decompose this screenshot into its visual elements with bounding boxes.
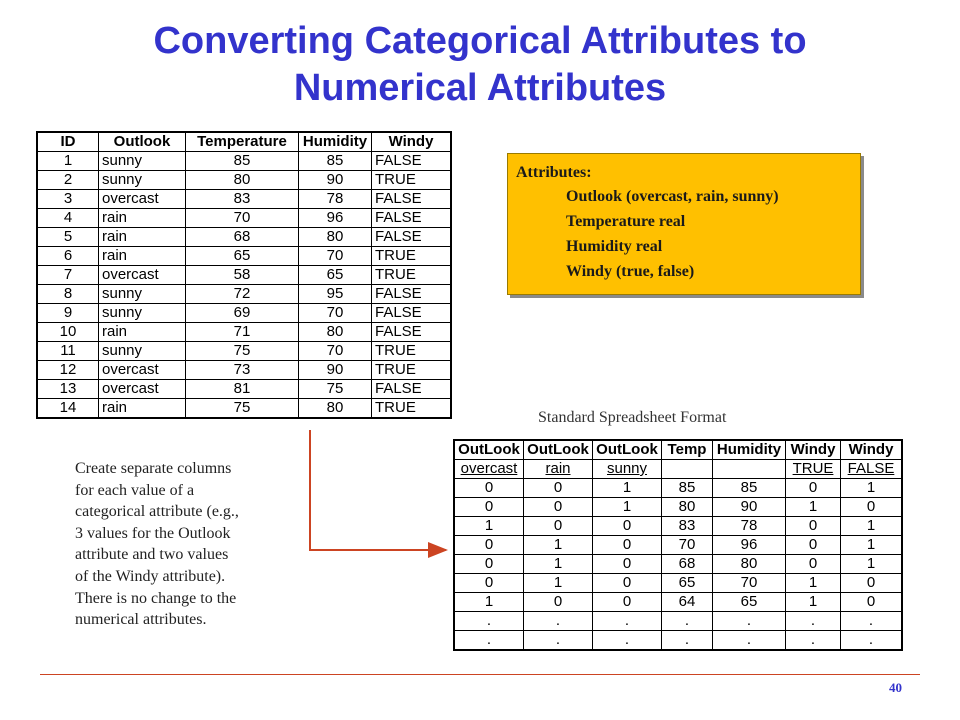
header-temp: Temp xyxy=(662,440,713,460)
table-cell: 1 xyxy=(593,479,662,498)
table-cell: FALSE xyxy=(372,228,452,247)
table-cell: 1 xyxy=(841,479,903,498)
table-cell: 65 xyxy=(662,574,713,593)
table-cell: 70 xyxy=(713,574,786,593)
arrow-connector xyxy=(310,430,446,550)
header-windy: Windy xyxy=(372,132,452,152)
attribute-line-windy: Windy (true, false) xyxy=(566,263,695,280)
value-label-text: sunny xyxy=(606,460,648,477)
table-cell: 83 xyxy=(186,190,299,209)
table-cell: 13 xyxy=(37,380,99,399)
attribute-line-outlook: Outlook (overcast, rain, sunny) xyxy=(566,188,779,205)
table-cell: 0 xyxy=(593,517,662,536)
table-cell: 70 xyxy=(186,209,299,228)
description-line: for each value of a xyxy=(75,481,195,499)
attributes-heading: Attributes: xyxy=(516,164,592,181)
table-cell: overcast xyxy=(99,380,186,399)
table-cell: 70 xyxy=(662,536,713,555)
table-cell: 68 xyxy=(186,228,299,247)
table-cell: overcast xyxy=(99,361,186,380)
table-cell: 78 xyxy=(299,190,372,209)
table-cell: TRUE xyxy=(372,266,452,285)
table-cell: TRUE xyxy=(372,361,452,380)
table-cell: 80 xyxy=(186,171,299,190)
table-cell: 1 xyxy=(786,593,841,612)
table-cell: 70 xyxy=(299,342,372,361)
table-cell: 80 xyxy=(713,555,786,574)
attribute-line-temperature: Temperature real xyxy=(566,213,686,230)
table-cell: 1 xyxy=(841,536,903,555)
value-label-text: overcast xyxy=(460,460,518,477)
table-cell: rain xyxy=(99,247,186,266)
table-cell: 0 xyxy=(524,479,593,498)
table-cell: 0 xyxy=(454,536,524,555)
table-cell: . xyxy=(524,612,593,631)
table-cell: . xyxy=(713,631,786,651)
table-cell: 80 xyxy=(662,498,713,517)
header-humidity: Humidity xyxy=(713,440,786,460)
table-cell: 0 xyxy=(593,536,662,555)
table-cell: 4 xyxy=(37,209,99,228)
table-cell: 0 xyxy=(454,555,524,574)
table-cell: . xyxy=(841,631,903,651)
table-cell: sunny xyxy=(99,342,186,361)
table-cell: 85 xyxy=(186,152,299,171)
table-cell: 0 xyxy=(786,536,841,555)
table-cell: . xyxy=(841,612,903,631)
table-cell: FALSE xyxy=(372,380,452,399)
table-cell: . xyxy=(662,631,713,651)
table-cell: 0 xyxy=(593,593,662,612)
table-cell: TRUE xyxy=(372,171,452,190)
header-windy-2: Windy xyxy=(841,440,903,460)
table-cell: . xyxy=(786,631,841,651)
table-cell: 81 xyxy=(186,380,299,399)
table-cell: 73 xyxy=(186,361,299,380)
table-cell: 80 xyxy=(299,228,372,247)
table-cell: 1 xyxy=(524,536,593,555)
table-cell: 65 xyxy=(713,593,786,612)
description-line: of the Windy attribute). xyxy=(75,567,226,585)
table-cell: 9 xyxy=(37,304,99,323)
table-cell: 0 xyxy=(454,574,524,593)
table-cell: sunny xyxy=(99,285,186,304)
table-cell: 5 xyxy=(37,228,99,247)
table-cell: 75 xyxy=(186,399,299,419)
table-cell: . xyxy=(593,631,662,651)
table-cell: FALSE xyxy=(372,152,452,171)
table-cell: 65 xyxy=(299,266,372,285)
table-cell: 65 xyxy=(186,247,299,266)
description-line: Create separate columns xyxy=(75,460,232,477)
table-cell: 0 xyxy=(524,593,593,612)
value-label-text: TRUE xyxy=(792,460,834,477)
description-line: categorical attribute (e.g., xyxy=(75,503,239,521)
table-cell: 71 xyxy=(186,323,299,342)
value-label-text: rain xyxy=(545,460,571,477)
page-number: 40 xyxy=(889,680,902,695)
table-cell: 1 xyxy=(841,517,903,536)
table-cell: 1 xyxy=(593,498,662,517)
table-cell: 2 xyxy=(37,171,99,190)
table-cell: 64 xyxy=(662,593,713,612)
table-cell: 0 xyxy=(593,574,662,593)
table-cell: 1 xyxy=(786,574,841,593)
header-humidity: Humidity xyxy=(299,132,372,152)
table-cell: 0 xyxy=(786,517,841,536)
table-cell: 70 xyxy=(299,304,372,323)
table-cell: 0 xyxy=(786,555,841,574)
table-cell: 12 xyxy=(37,361,99,380)
table-cell: 1 xyxy=(841,555,903,574)
table-cell: 83 xyxy=(662,517,713,536)
table-cell: 11 xyxy=(37,342,99,361)
table-cell: rain xyxy=(99,323,186,342)
table-cell: 0 xyxy=(841,593,903,612)
table-cell: 72 xyxy=(186,285,299,304)
table-cell: TRUE xyxy=(372,342,452,361)
description-line: 3 values for the Outlook xyxy=(75,524,231,542)
table-cell: 0 xyxy=(786,479,841,498)
table-cell: 80 xyxy=(299,323,372,342)
table-cell: 6 xyxy=(37,247,99,266)
table-cell: . xyxy=(786,612,841,631)
table-cell: 70 xyxy=(299,247,372,266)
table-cell: 85 xyxy=(662,479,713,498)
value-label-text: FALSE xyxy=(847,460,895,477)
table-cell: 0 xyxy=(593,555,662,574)
header-outlook-3: OutLook xyxy=(593,440,662,460)
table-cell: FALSE xyxy=(372,285,452,304)
table-cell: overcast xyxy=(99,190,186,209)
table-cell: 10 xyxy=(37,323,99,342)
table-cell: 1 xyxy=(524,574,593,593)
table-cell: 75 xyxy=(186,342,299,361)
table-cell: sunny xyxy=(99,304,186,323)
table-cell: 80 xyxy=(299,399,372,419)
table-cell: 0 xyxy=(524,517,593,536)
footer-rule xyxy=(40,674,920,675)
table-cell: 8 xyxy=(37,285,99,304)
header-temperature: Temperature xyxy=(186,132,299,152)
spreadsheet-caption: Standard Spreadsheet Format xyxy=(538,409,727,426)
table-cell: 0 xyxy=(524,498,593,517)
table-cell: 90 xyxy=(299,361,372,380)
table-cell: TRUE xyxy=(372,399,452,419)
table-cell: overcast xyxy=(99,266,186,285)
table-cell: FALSE xyxy=(372,190,452,209)
table-cell: 14 xyxy=(37,399,99,419)
attribute-line-humidity: Humidity real xyxy=(566,238,663,255)
table-cell: 1 xyxy=(786,498,841,517)
header-outlook: Outlook xyxy=(99,132,186,152)
table-cell: 7 xyxy=(37,266,99,285)
header-windy-1: Windy xyxy=(786,440,841,460)
header-outlook-1: OutLook xyxy=(454,440,524,460)
description-line: There is no change to the xyxy=(75,589,237,607)
table-cell: 0 xyxy=(841,498,903,517)
table-cell: rain xyxy=(99,209,186,228)
table-cell: FALSE xyxy=(372,209,452,228)
table-cell: . xyxy=(593,612,662,631)
table-cell: 1 xyxy=(454,593,524,612)
table-cell: 0 xyxy=(454,479,524,498)
table-cell: sunny xyxy=(99,171,186,190)
table-cell: 1 xyxy=(37,152,99,171)
table-cell: 95 xyxy=(299,285,372,304)
table-cell: 0 xyxy=(454,498,524,517)
table-cell: 68 xyxy=(662,555,713,574)
header-outlook-2: OutLook xyxy=(524,440,593,460)
table-cell: 78 xyxy=(713,517,786,536)
table-cell: sunny xyxy=(99,152,186,171)
table-cell: rain xyxy=(99,399,186,419)
table-cell: . xyxy=(454,612,524,631)
table-cell: 85 xyxy=(299,152,372,171)
table-cell: 69 xyxy=(186,304,299,323)
description-line: attribute and two values xyxy=(75,546,229,564)
table-cell: FALSE xyxy=(372,304,452,323)
table-cell: 0 xyxy=(841,574,903,593)
slide-title-line-2: Numerical Attributes xyxy=(293,67,667,109)
table-cell: 1 xyxy=(524,555,593,574)
table-cell: TRUE xyxy=(372,247,452,266)
table-cell: 90 xyxy=(713,498,786,517)
table-cell: 96 xyxy=(713,536,786,555)
header-id: ID xyxy=(37,132,99,152)
table-cell: 96 xyxy=(299,209,372,228)
table-cell: . xyxy=(662,612,713,631)
description-line: numerical attributes. xyxy=(75,611,207,629)
table-cell: . xyxy=(524,631,593,651)
table-cell: 1 xyxy=(454,517,524,536)
table-cell: FALSE xyxy=(372,323,452,342)
slide-title-line-1: Converting Categorical Attributes to xyxy=(153,20,807,62)
table-cell: . xyxy=(454,631,524,651)
table-cell: 3 xyxy=(37,190,99,209)
table-cell: 90 xyxy=(299,171,372,190)
table-cell: 85 xyxy=(713,479,786,498)
table-cell: rain xyxy=(99,228,186,247)
table-cell: 58 xyxy=(186,266,299,285)
table-cell: 75 xyxy=(299,380,372,399)
table-cell: . xyxy=(713,612,786,631)
